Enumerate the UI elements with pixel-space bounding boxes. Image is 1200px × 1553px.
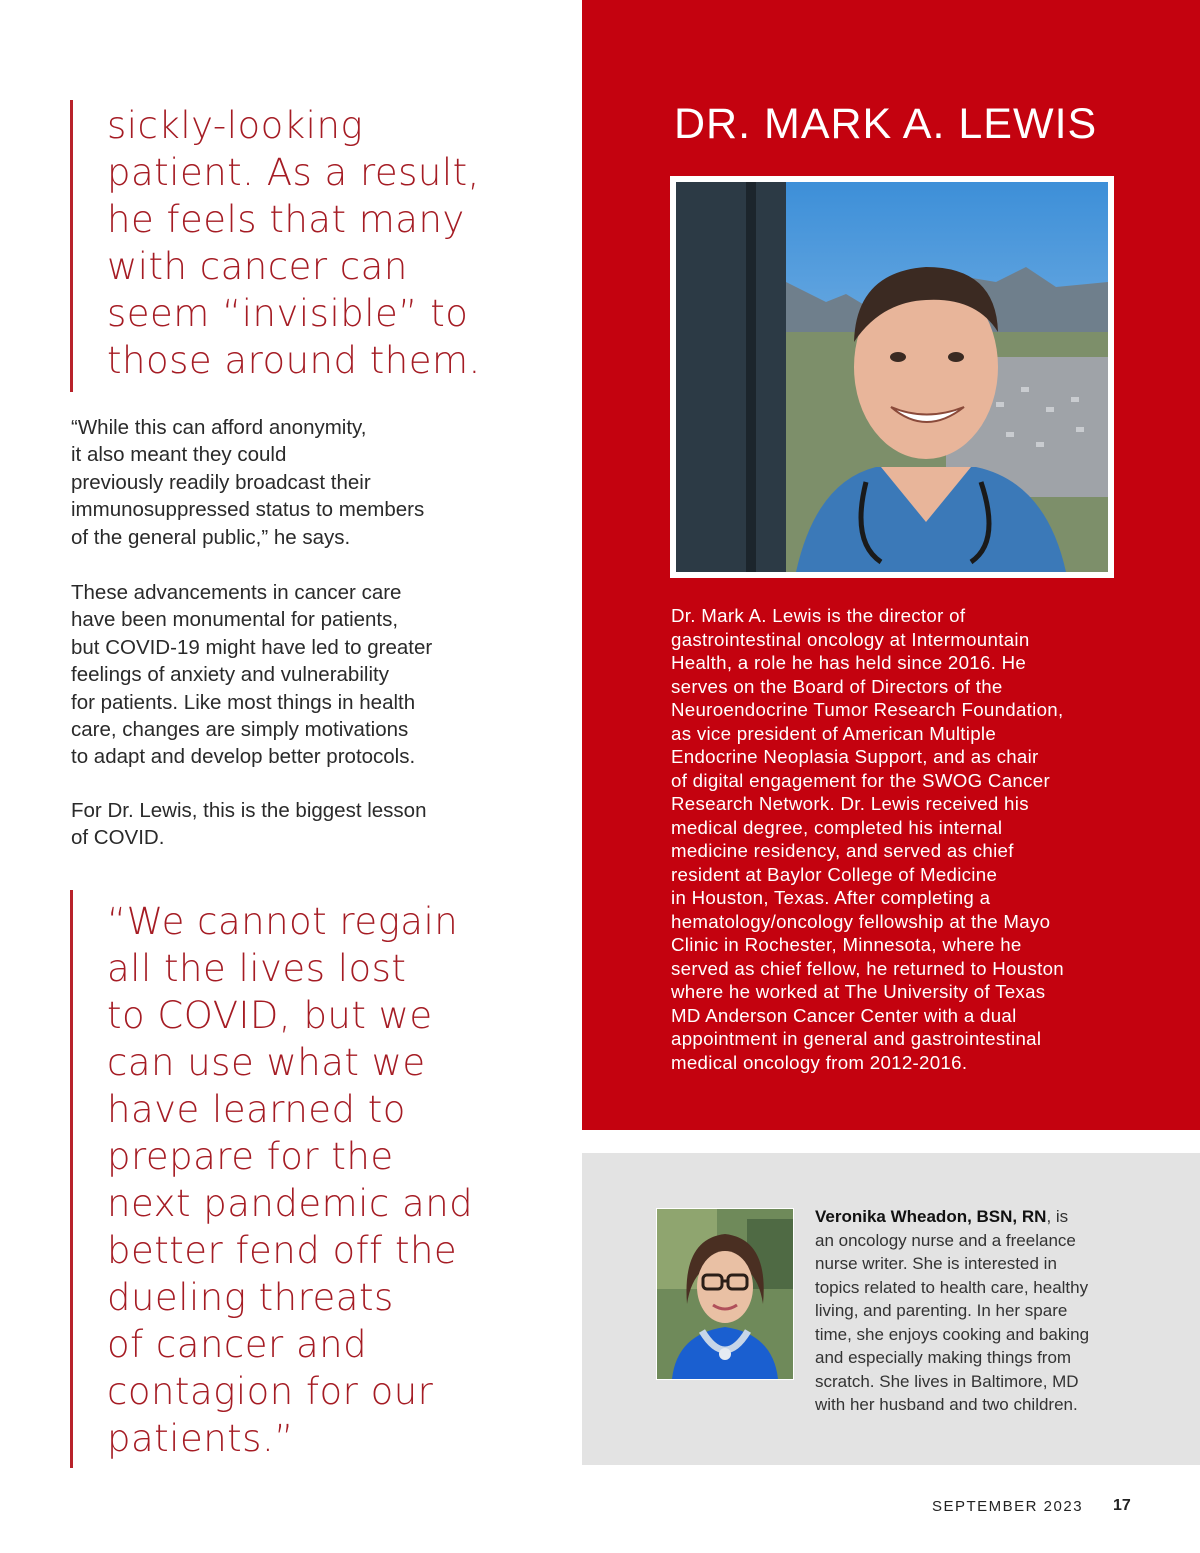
pull-quote-line: patient. As a result, (107, 151, 480, 194)
author-name: Veronika Wheadon, BSN, RN (815, 1207, 1047, 1226)
pull-quote-line: dueling threats (107, 1276, 394, 1319)
bio-line: Clinic in Rochester, Minnesota, where he (671, 934, 1022, 955)
body-line: of COVID. (71, 826, 165, 850)
bio-line: appointment in general and gastrointestinal (671, 1028, 1042, 1049)
body-line: for patients. Like most things in health (71, 690, 416, 714)
body-line: have been monumental for patients, (71, 608, 399, 632)
left-column (0, 0, 582, 1553)
body-line: to adapt and develop better protocols. (71, 745, 416, 769)
bio-line: medicine residency, and served as chief (671, 840, 1014, 861)
pull-quote-1 (70, 100, 481, 392)
bio-line: where he worked at The University of Texas (671, 981, 1046, 1002)
bio-line: in Houston, Texas. After completing a (671, 887, 991, 908)
author-bio-line: with her husband and two children. (815, 1395, 1078, 1414)
pull-quote-line: next pandemic and (107, 1182, 474, 1225)
body-line: These advancements in cancer care (71, 581, 402, 604)
pull-quote-line: of cancer and (107, 1323, 368, 1366)
bio-line: served as chief fellow, he returned to Houston (671, 957, 1064, 979)
bio-line: serves on the Board of Directors of the (671, 675, 1003, 697)
pull-quote-line: can use what we (107, 1041, 426, 1084)
doctor-portrait-image (676, 182, 1108, 572)
body-paragraph-1 (71, 414, 531, 551)
bio-heading: DR. MARK A. LEWIS (674, 100, 1098, 148)
body-paragraph-2 (71, 579, 531, 771)
author-bio-line: an oncology nurse and a freelance (815, 1230, 1076, 1250)
author-portrait-image (657, 1209, 793, 1379)
author-bio-line: time, she enjoys cooking and baking (815, 1324, 1090, 1344)
pull-quote-line: seem “invisible” to (107, 292, 469, 335)
body-line: For Dr. Lewis, this is the biggest lesson (71, 799, 427, 822)
issue-date: SEPTEMBER 2023 (932, 1498, 1084, 1515)
author-bio-line: topics related to health care, healthy (815, 1277, 1089, 1297)
bio-line: medical degree, completed his internal (671, 816, 1003, 838)
author-name-suffix: , is (1046, 1207, 1069, 1226)
bio-line: medical oncology from 2012-2016. (671, 1051, 968, 1073)
pull-quote-line: sickly-looking (107, 104, 364, 147)
body-line: care, changes are simply motivations (71, 718, 409, 742)
author-box (582, 1153, 1200, 1465)
pull-quote-line: better fend off the (107, 1229, 458, 1272)
bio-line: hematology/oncology fellowship at the Mayo (671, 910, 1051, 932)
body-line: but COVID-19 might have led to greater (71, 635, 433, 659)
pull-quote-2 (70, 890, 473, 1468)
bio-text (671, 604, 1131, 1074)
bio-line: Neuroendocrine Tumor Research Foundation, (671, 699, 1064, 720)
bio-line: Health, a role he has held since 2016. He (671, 652, 1027, 673)
pull-quote-line: those around them. (107, 339, 481, 382)
pull-quote-line: prepare for the (107, 1135, 394, 1178)
bio-panel (582, 0, 1200, 1130)
body-line: “While this can afford anonymity, (71, 416, 367, 439)
author-bio-line: scratch. She lives in Baltimore, MD (815, 1371, 1079, 1391)
author-bio-line: living, and parenting. In her spare (815, 1301, 1068, 1320)
body-line: previously readily broadcast their (71, 470, 371, 494)
page-number: 17 (1113, 1497, 1131, 1514)
bio-line: Research Network. Dr. Lewis received his (671, 793, 1029, 814)
bio-line: of digital engagement for the SWOG Cancer (671, 769, 1050, 791)
author-bio-text (815, 1205, 1175, 1417)
author-bio-line: and especially making things from (815, 1348, 1072, 1367)
body-line: immunosuppressed status to members (71, 498, 425, 522)
body-paragraph-3 (71, 797, 531, 852)
bio-line: Endocrine Neoplasia Support, and as chair (671, 746, 1039, 767)
pull-quote-line: all the lives lost (107, 947, 407, 990)
pull-quote-line: patients.” (107, 1417, 294, 1460)
doctor-photo (670, 176, 1114, 578)
bio-line: Dr. Mark A. Lewis is the director of (671, 605, 966, 626)
pull-quote-line: have learned to (107, 1088, 406, 1131)
pull-quote-line: contagion for our (107, 1370, 434, 1413)
body-line: feelings of anxiety and vulnerability (71, 663, 389, 687)
bio-line: resident at Baylor College of Medicine (671, 863, 998, 885)
pull-quote-line: he feels that many (107, 198, 465, 241)
author-bio-line: nurse writer. She is interested in (815, 1254, 1057, 1273)
body-line: it also meant they could (71, 443, 287, 467)
author-photo (656, 1208, 794, 1380)
author-bio-line (815, 1205, 1175, 1229)
pull-quote-line: “We cannot regain (107, 900, 459, 943)
bio-line: MD Anderson Cancer Center with a dual (671, 1004, 1017, 1026)
body-line: of the general public,” he says. (71, 525, 351, 549)
pull-quote-line: with cancer can (107, 245, 408, 288)
pull-quote-line: to COVID, but we (107, 994, 433, 1037)
bio-line: gastrointestinal oncology at Intermountain (671, 628, 1030, 650)
bio-line: as vice president of American Multiple (671, 722, 997, 744)
